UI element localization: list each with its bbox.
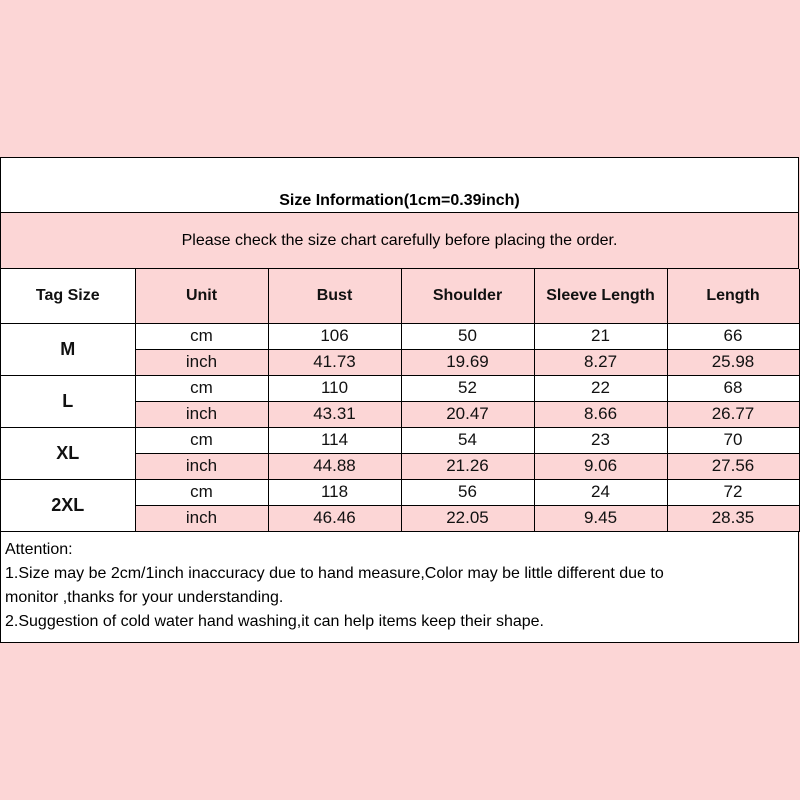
length-cell: 72 — [667, 479, 799, 505]
unit-cell: cm — [135, 479, 268, 505]
length-cell: 27.56 — [667, 453, 799, 479]
bust-cell: 106 — [268, 323, 401, 349]
bust-cell: 118 — [268, 479, 401, 505]
header-sleeve-length: Sleeve Length — [534, 269, 667, 323]
unit-cell: inch — [135, 401, 268, 427]
sleeve-cell: 22 — [534, 375, 667, 401]
bust-cell: 41.73 — [268, 349, 401, 375]
length-cell: 66 — [667, 323, 799, 349]
sleeve-cell: 9.45 — [534, 505, 667, 531]
sleeve-cell: 23 — [534, 427, 667, 453]
sleeve-cell: 8.66 — [534, 401, 667, 427]
shoulder-cell: 19.69 — [401, 349, 534, 375]
bust-cell: 46.46 — [268, 505, 401, 531]
sleeve-cell: 9.06 — [534, 453, 667, 479]
attention-notes — [0, 532, 799, 643]
shoulder-cell: 52 — [401, 375, 534, 401]
shoulder-cell: 50 — [401, 323, 534, 349]
shoulder-cell: 20.47 — [401, 401, 534, 427]
size-label: M — [1, 323, 135, 375]
size-table — [1, 269, 800, 532]
sleeve-cell: 8.27 — [534, 349, 667, 375]
attention-note-1: 1.Size may be 2cm/1inch inaccuracy due to hand measure,Color may be little different due to — [5, 564, 664, 582]
table-row — [1, 479, 799, 505]
unit-cell: cm — [135, 323, 268, 349]
attention-heading: Attention: — [5, 540, 73, 558]
length-cell: 26.77 — [667, 401, 799, 427]
shoulder-cell: 22.05 — [401, 505, 534, 531]
shoulder-cell: 21.26 — [401, 453, 534, 479]
bust-cell: 43.31 — [268, 401, 401, 427]
bust-cell: 44.88 — [268, 453, 401, 479]
length-cell: 68 — [667, 375, 799, 401]
sleeve-cell: 24 — [534, 479, 667, 505]
header-length: Length — [667, 269, 799, 323]
table-row — [1, 427, 799, 453]
header-unit: Unit — [135, 269, 268, 323]
sleeve-cell: 21 — [534, 323, 667, 349]
length-cell: 25.98 — [667, 349, 799, 375]
unit-cell: inch — [135, 349, 268, 375]
attention-note-1-continued: monitor ,thanks for your understanding. — [5, 588, 284, 606]
size-chart-frame — [0, 157, 799, 532]
size-label: L — [1, 375, 135, 427]
shoulder-cell: 54 — [401, 427, 534, 453]
unit-cell: inch — [135, 505, 268, 531]
header-bust: Bust — [268, 269, 401, 323]
unit-cell: inch — [135, 453, 268, 479]
table-row — [1, 323, 799, 349]
unit-cell: cm — [135, 427, 268, 453]
shoulder-cell: 56 — [401, 479, 534, 505]
bust-cell: 110 — [268, 375, 401, 401]
size-chart — [0, 157, 800, 643]
size-label: 2XL — [1, 479, 135, 531]
table-header-row — [1, 269, 799, 323]
bust-cell: 114 — [268, 427, 401, 453]
header-tag-size: Tag Size — [1, 269, 135, 323]
size-info-title: Size Information(1cm=0.39inch) — [1, 158, 799, 213]
unit-cell: cm — [135, 375, 268, 401]
order-notice: Please check the size chart carefully before placing the order. — [1, 213, 799, 269]
table-row — [1, 375, 799, 401]
attention-note-2: 2.Suggestion of cold water hand washing,it can help items keep their shape. — [5, 612, 544, 630]
size-label: XL — [1, 427, 135, 479]
length-cell: 70 — [667, 427, 799, 453]
header-shoulder: Shoulder — [401, 269, 534, 323]
length-cell: 28.35 — [667, 505, 799, 531]
